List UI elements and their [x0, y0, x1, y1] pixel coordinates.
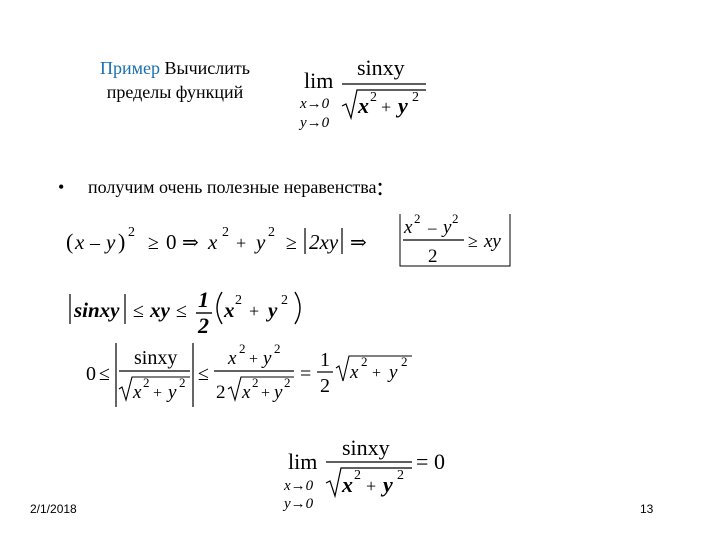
rparen: ) — [118, 229, 126, 254]
var-y: y — [398, 93, 408, 118]
bullet-dot: • — [58, 177, 65, 197]
denominator-2: 2 — [428, 246, 438, 267]
two-xy: 2xy — [309, 230, 339, 254]
exp-2: 2 — [143, 375, 150, 390]
implies-sign: ⇒ — [350, 232, 367, 254]
formula-boxed-inequality — [400, 211, 510, 267]
var-x: x — [342, 472, 353, 497]
exp-2: 2 — [252, 375, 259, 390]
var-x: x — [75, 230, 85, 254]
var-x: x — [224, 298, 235, 322]
exp-2: 2 — [412, 90, 419, 105]
exp-2: 2 — [179, 375, 186, 390]
leq-sign: ≤ — [133, 300, 144, 322]
lim-x-subscript: x→0 — [284, 478, 314, 494]
exp-2: 2 — [401, 354, 408, 369]
numerator-sinxy: sinxy — [134, 347, 178, 369]
exp-2: 2 — [414, 211, 421, 226]
geq-sign: ≥ — [148, 232, 159, 254]
exp-2: 2 — [222, 225, 229, 240]
slide-date: 2/1/2018 — [30, 502, 77, 516]
var-y: y — [268, 298, 278, 322]
exp-2: 2 — [361, 354, 368, 369]
eq-sign: = — [416, 449, 429, 474]
title-line-2: пределы функций — [106, 82, 244, 102]
var-y: y — [383, 472, 393, 497]
var-y: y — [106, 230, 116, 254]
leq-sign: ≤ — [198, 363, 209, 385]
geq-sign: ≥ — [468, 231, 478, 251]
lim-label: lim — [288, 449, 318, 474]
formula-limit-top — [298, 55, 426, 131]
zero: 0 — [86, 363, 96, 385]
var-y: y — [274, 382, 283, 403]
plus-sign: + — [381, 97, 392, 117]
var-x: x — [242, 382, 251, 403]
exp-2: 2 — [370, 90, 377, 105]
var-y: y — [263, 348, 272, 369]
var-x: x — [404, 217, 413, 238]
plus-sign: + — [153, 385, 163, 402]
lparen: ( — [66, 229, 74, 254]
half-denominator: 2 — [320, 375, 330, 397]
implies-sign: ⇒ — [182, 232, 199, 254]
plus-sign: + — [249, 301, 260, 321]
exp-2: 2 — [235, 293, 242, 308]
rparen-curve — [295, 292, 300, 324]
exp-2: 2 — [274, 341, 281, 356]
lim-y-subscript: y→0 — [284, 496, 314, 512]
numerator-sinxy: sinxy — [342, 435, 390, 460]
bullet-colon: : — [376, 172, 384, 201]
title-rest: Вычислить — [160, 58, 250, 78]
exp-2: 2 — [128, 225, 135, 240]
result-zero: 0 — [434, 449, 445, 474]
sinxy: sinxy — [74, 298, 120, 322]
half-denominator: 2 — [198, 313, 209, 338]
half-numerator: 1 — [320, 349, 330, 371]
exp-2: 2 — [452, 211, 459, 226]
lim-y-subscript: y→0 — [300, 115, 330, 131]
exp-2: 2 — [397, 468, 404, 483]
formula-inequality-chain — [66, 225, 367, 254]
minus-sign: – — [90, 232, 100, 254]
var-x: x — [350, 362, 359, 383]
formula-squeeze — [86, 341, 412, 407]
denominator-2: 2 — [216, 382, 226, 403]
minus-sign: – — [428, 218, 437, 237]
eq-sign: = — [300, 363, 312, 385]
lparen-curve — [217, 292, 222, 324]
var-y: y — [389, 362, 398, 383]
var-x: x — [208, 230, 218, 254]
var-xy: xy — [150, 298, 170, 322]
lim-x-subscript: x→0 — [300, 96, 330, 112]
plus-sign: + — [249, 351, 259, 368]
plus-sign: + — [372, 365, 382, 382]
plus-sign: + — [261, 385, 271, 402]
var-y: y — [168, 382, 177, 403]
page-number: 13 — [640, 502, 654, 516]
formula-limit-result — [282, 435, 445, 512]
var-x: x — [228, 348, 237, 369]
exp-2: 2 — [354, 468, 361, 483]
geq-sign: ≥ — [286, 232, 297, 254]
leq-sign: ≤ — [99, 363, 110, 385]
var-y: y — [256, 230, 266, 254]
exp-2: 2 — [284, 375, 291, 390]
leq-sign: ≤ — [176, 300, 187, 322]
zero: 0 — [166, 230, 177, 254]
exp-2: 2 — [281, 293, 288, 308]
numerator-sinxy: sinxy — [357, 55, 405, 80]
bullet-text: получим очень полезные неравенства — [88, 177, 377, 197]
title-keyword: Пример — [100, 58, 161, 78]
formula-sin-bound — [70, 287, 300, 338]
exp-2: 2 — [268, 225, 275, 240]
half-numerator: 1 — [198, 287, 209, 312]
plus-sign: + — [366, 476, 377, 496]
lim-label: lim — [304, 68, 334, 93]
plus-sign: + — [236, 233, 247, 253]
var-x: x — [358, 93, 369, 118]
var-y: y — [443, 217, 452, 238]
var-xy: xy — [484, 231, 501, 252]
exp-2: 2 — [239, 341, 246, 356]
var-x: x — [133, 382, 142, 403]
